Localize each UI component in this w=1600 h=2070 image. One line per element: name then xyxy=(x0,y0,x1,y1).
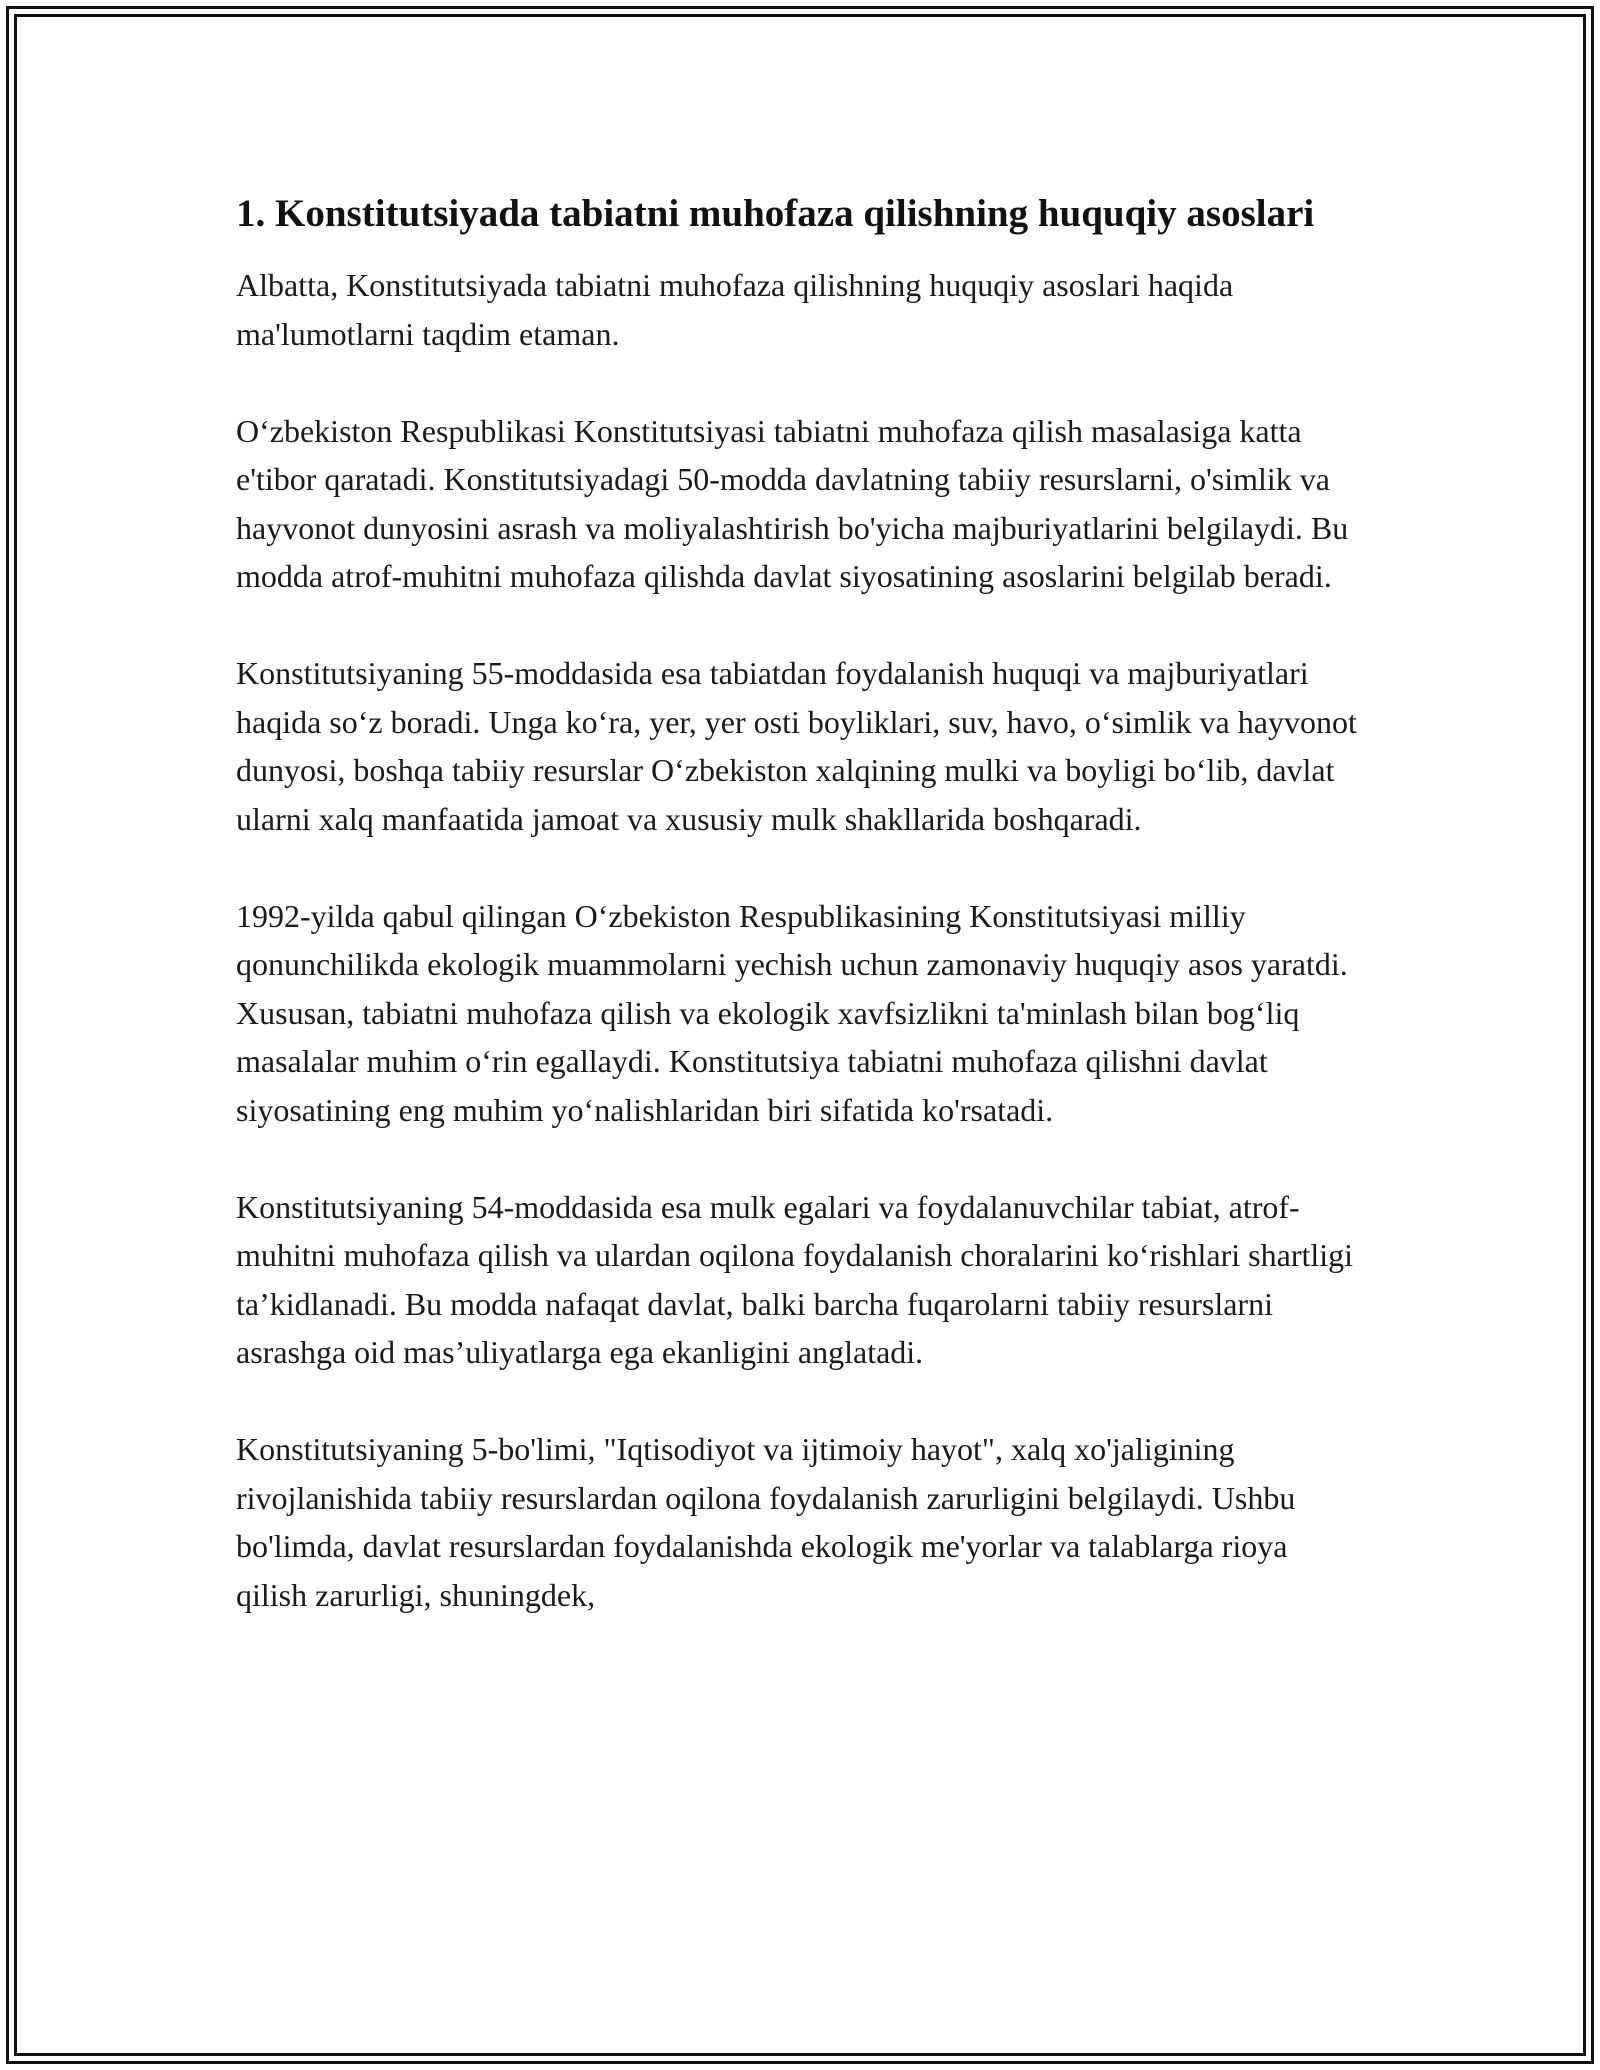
paragraph-section-5: Konstitutsiyaning 5-bo'limi, "Iqtisodiyot va ijtimoiy hayot", xalq xo'jaligining rivojlanishida tabiiy resurslardan oqilona foydalanish zarurligini belgilaydi. Ushbu bo'limda, davlat resurslardan foydalanishda ekologik me'yorlar va talablarga rioya qilish zarurligi, shuningdek, xyxy=(236,1431,1296,1613)
paragraph-intro: Albatta, Konstitutsiyada tabiatni muhofaza qilishning huquqiy asoslari haqida ma'lumotlarni taqdim etaman. xyxy=(236,267,1234,352)
paragraph-article-55: Konstitutsiyaning 55-moddasida esa tabiatdan foydalanish huquqi va majburiyatlari haqida so‘z boradi. Unga ko‘ra, yer, yer osti boyliklari, suv, havo, o‘simlik va hayvonot dunyosi, boshqa tabiiy resurslar O‘zbekiston xalqining mulki va boyligi bo‘lib, davlat ularni xalq manfaatida jamoat va xususiy mulk shakllarida boshqaradi. xyxy=(236,655,1357,837)
paragraph-article-54: Konstitutsiyaning 54-moddasida esa mulk egalari va foydalanuvchilar tabiat, atrof-muhitni muhofaza qilish va ulardan oqilona foydalanish choralarini ko‘rishlari shartligi ta’kidlanadi. Bu modda nafaqat davlat, balki barcha fuqarolarni tabiiy resurslarni asrashga oid mas’uliyatlarga ega ekanligini anglatadi. xyxy=(236,1188,1354,1370)
paragraph-constitution-1992: 1992-yilda qabul qilingan O‘zbekiston Respublikasining Konstitutsiyasi milliy qonunchilikda ekologik muammolarni yechish uchun zamonaviy huquqiy asos yaratdi. Xususan, tabiatni muhofaza qilish va ekologik xavfsizlikni ta'minlash bilan bog‘liq masalalar muhim o‘rin egallaydi. Konstitutsiya tabiatni muhofaza qilishni davlat siyosatining eng muhim yo‘nalishlaridan biri sifatida ko'rsatadi. xyxy=(236,897,1348,1128)
document-body xyxy=(236,186,1366,1668)
paragraph-article-50: O‘zbekiston Respublikasi Konstitutsiyasi tabiatni muhofaza qilish masalasiga katta e'tibor qaratadi. Konstitutsiyadagi 50-modda davlatning tabiiy resurslarni, o'simlik va hayvonot dunyosini asrash va moliyalashtirish bo'yicha majburiyatlarini belgilaydi. Bu modda atrof-muhitni muhofaza qilishda davlat siyosatining asoslarini belgilab beradi. xyxy=(236,412,1349,594)
document-heading: 1. Konstitutsiyada tabiatni muhofaza qilishning huquqiy asoslari xyxy=(236,192,1315,235)
